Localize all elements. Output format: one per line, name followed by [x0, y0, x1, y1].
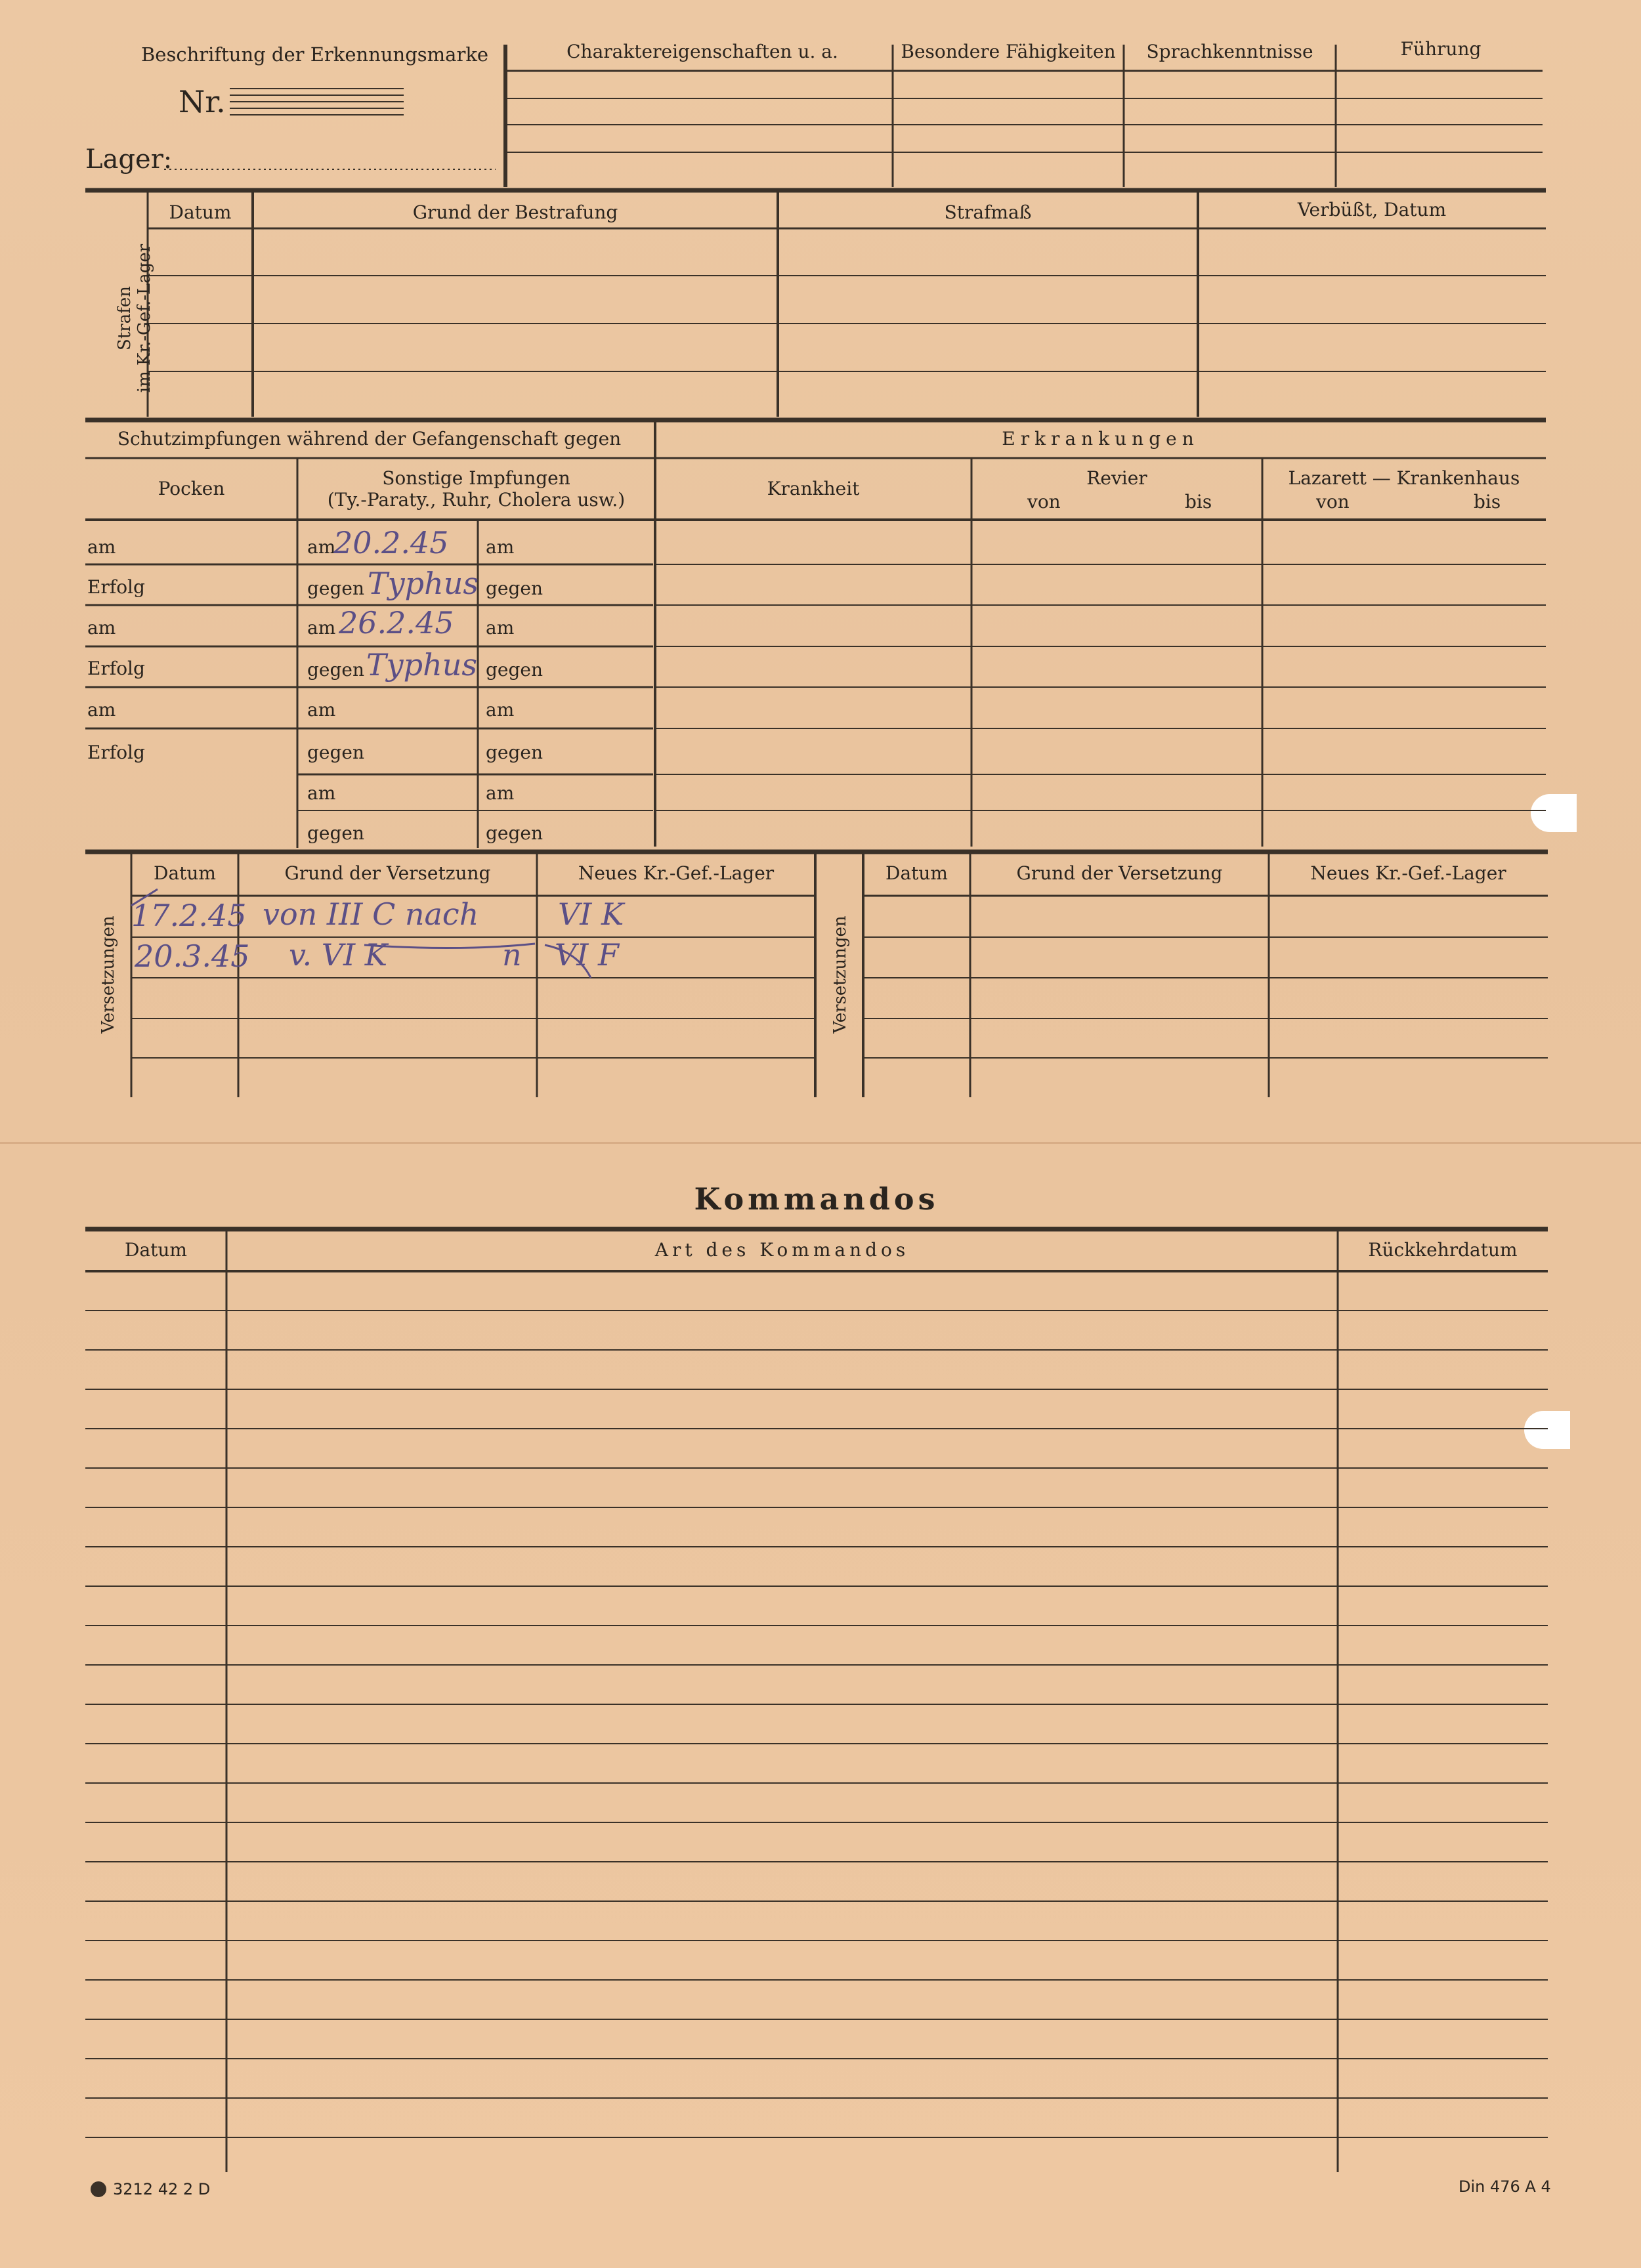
print-mark-icon: [91, 2181, 106, 2197]
hw-impf-date-2: 26.2.45: [339, 605, 454, 640]
sonst-gegen-1: gegen: [307, 578, 365, 599]
nr-label: Nr.: [179, 84, 226, 119]
hw-vers-row2-grund: v. VI K: [289, 937, 388, 973]
erk-revier-von: von: [1027, 491, 1061, 513]
din-label: Din 476 A 4: [1459, 2177, 1551, 2196]
vers-l-col-datum: Datum: [154, 862, 216, 884]
vers-l-col-grund: Grund der Versetzung: [284, 862, 491, 884]
erk-col-lazarett: Lazarett — Krankenhaus: [1288, 467, 1520, 489]
hw-vers-row1-grund: von III C nach: [263, 896, 479, 932]
sonst-gegen-2: gegen: [307, 659, 365, 681]
impf-col-sonstige: Sonstige Impfungen (Ty.-Paraty., Ruhr, Cholera usw.): [327, 467, 626, 511]
tag-label: Beschriftung der Erkennungsmarke: [141, 43, 489, 66]
strafen-col-verbuesst: Verbüßt, Datum: [1297, 199, 1447, 220]
sonst-am-2: am: [307, 617, 336, 639]
strafen-col-datum: Datum: [169, 201, 232, 223]
sonst-gegen-4b: gegen: [486, 822, 543, 844]
col-sprache: Sprachkenntnisse: [1146, 41, 1313, 62]
komm-col-art: Art des Kommandos: [654, 1239, 910, 1261]
erk-lazarett-von: von: [1316, 491, 1350, 513]
sonst-am-2b: am: [486, 617, 515, 639]
vers-l-col-lager: Neues Kr.-Gef.-Lager: [578, 862, 775, 884]
erk-lazarett-bis: bis: [1474, 491, 1501, 513]
col-faehigkeiten: Besondere Fähigkeiten: [901, 41, 1116, 62]
sonst-am-3: am: [307, 699, 336, 721]
erk-col-revier: Revier: [1086, 467, 1147, 489]
strafen-col-grund: Grund der Bestrafung: [412, 201, 618, 223]
sonst-am-1b: am: [486, 536, 515, 558]
hw-vers-row2-date: 20.3.45: [135, 938, 250, 974]
hw-vers-row1-lager: VI K: [558, 896, 624, 932]
sonst-gegen-4: gegen: [307, 822, 365, 844]
hw-vers-row2-mid: n: [502, 937, 522, 973]
kommandos-title: Kommandos: [694, 1181, 939, 1217]
sonst-am-4b: am: [486, 782, 515, 804]
sonst-am-1: am: [307, 536, 336, 558]
hw-vers-row2-lager: VI F: [555, 937, 619, 973]
sonst-gegen-3b: gegen: [486, 742, 543, 763]
hw-impf-typhus-2: Typhus: [366, 647, 477, 682]
hw-impf-date-1: 20.2.45: [333, 525, 449, 560]
pocken-am-1: am: [87, 536, 116, 558]
col-fuehrung: Führung: [1400, 38, 1481, 60]
pocken-erfolg-2: Erfolg: [87, 658, 145, 679]
impf-col-pocken: Pocken: [158, 478, 225, 499]
sonst-gegen-1b: gegen: [486, 578, 543, 599]
pocken-erfolg-3: Erfolg: [87, 742, 145, 763]
versetzungen-side-label-right: Versetzungen: [830, 915, 850, 1034]
hw-vers-row1-date: 17.2.45: [131, 898, 247, 933]
pocken-erfolg-1: Erfolg: [87, 576, 145, 598]
erk-col-krankheit: Krankheit: [767, 478, 860, 499]
sonst-gegen-3: gegen: [307, 742, 365, 763]
komm-col-rueckkehr: Rückkehrdatum: [1368, 1239, 1518, 1261]
hw-impf-typhus-1: Typhus: [368, 566, 479, 601]
strafen-side-label: Strafen im Kr.-Gef.-Lager: [115, 243, 154, 393]
strafen-col-strafmass: Strafmaß: [944, 201, 1032, 223]
vers-r-col-grund: Grund der Versetzung: [1016, 862, 1223, 884]
sonst-am-4: am: [307, 782, 336, 804]
print-code: 3212 42 2 D: [113, 2180, 211, 2198]
col-charakter: Charaktereigenschaften u. a.: [566, 41, 838, 62]
versetzungen-side-label-left: Versetzungen: [98, 915, 118, 1034]
impfungen-title: Schutzimpfungen während der Gefangenschaft gegen: [117, 428, 622, 450]
sonst-am-3b: am: [486, 699, 515, 721]
erkrankungen-title: Erkrankungen: [1002, 428, 1199, 450]
lager-label: Lager:: [85, 144, 173, 175]
pocken-am-3: am: [87, 699, 116, 721]
vers-r-col-lager: Neues Kr.-Gef.-Lager: [1310, 862, 1506, 884]
sonst-gegen-2b: gegen: [486, 659, 543, 681]
komm-col-datum: Datum: [125, 1239, 187, 1261]
vers-r-col-datum: Datum: [885, 862, 948, 884]
erk-revier-bis: bis: [1185, 491, 1212, 513]
pocken-am-2: am: [87, 617, 116, 639]
